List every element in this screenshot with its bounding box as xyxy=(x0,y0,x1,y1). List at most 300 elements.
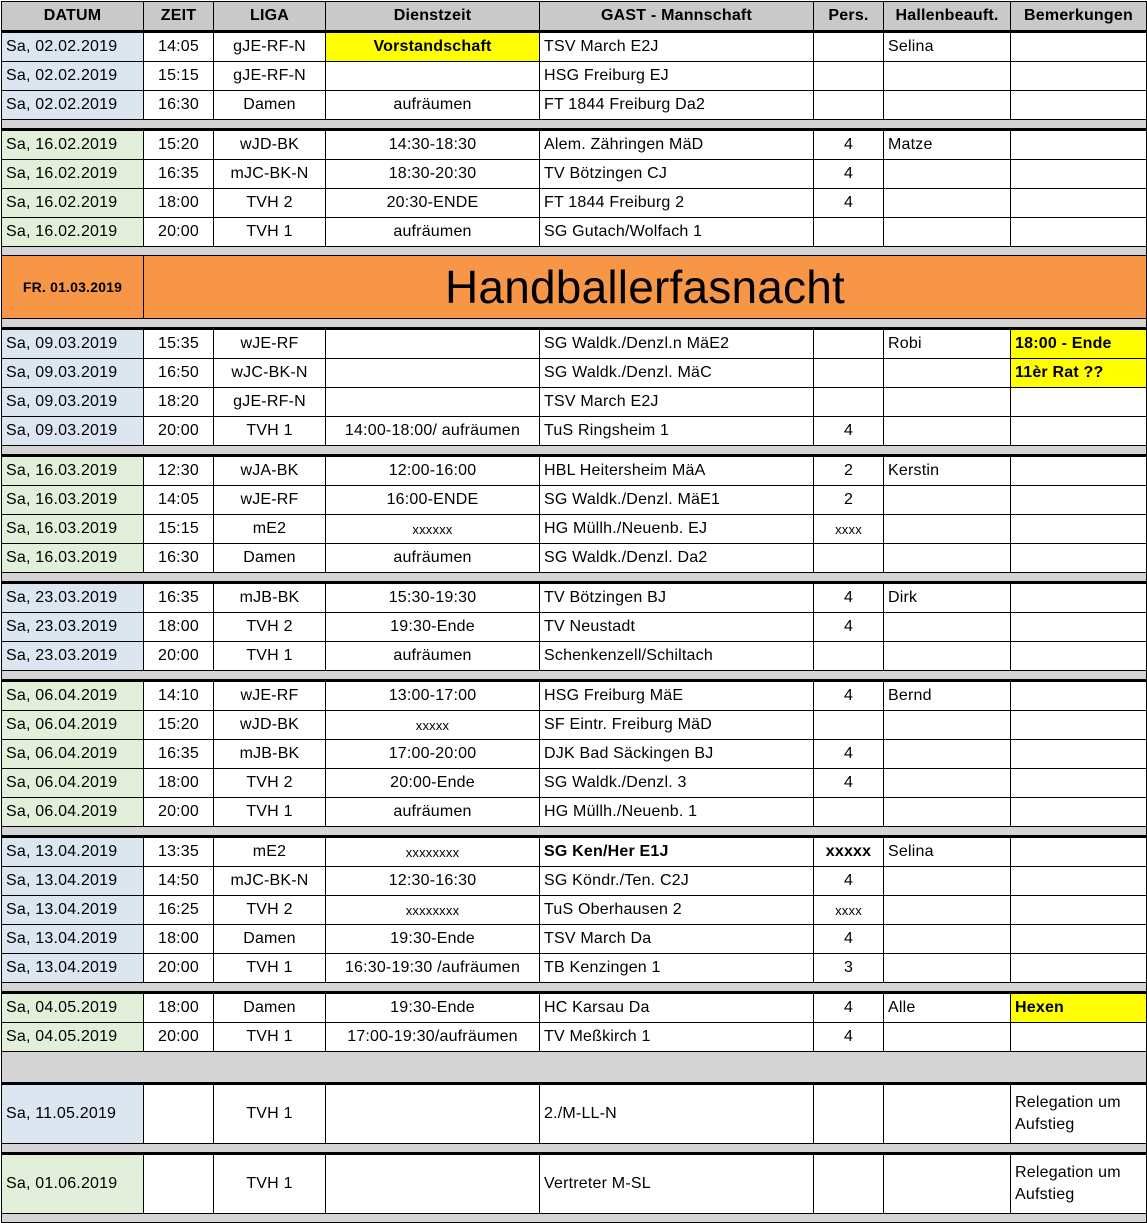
league-cell: mE2 xyxy=(214,515,326,544)
remarks-cell xyxy=(1011,91,1147,120)
time-cell: 16:35 xyxy=(144,740,214,769)
date-cell: Sa, 02.02.2019 xyxy=(2,91,144,120)
guest-team-cell: HSG Freiburg EJ xyxy=(540,62,814,91)
time-cell: 18:00 xyxy=(144,993,214,1023)
duty-cell: 19:30-Ende xyxy=(326,993,540,1023)
remarks-cell xyxy=(1011,837,1147,867)
league-cell: TVH 1 xyxy=(214,417,326,446)
time-cell: 12:30 xyxy=(144,456,214,486)
persons-cell: 4 xyxy=(814,160,884,189)
hall-manager-cell xyxy=(884,613,1011,642)
time-cell: 14:10 xyxy=(144,681,214,711)
duty-cell: 19:30-Ende xyxy=(326,925,540,954)
table-row xyxy=(2,91,1147,120)
date-cell: Sa, 13.04.2019 xyxy=(2,925,144,954)
hall-manager-cell xyxy=(884,798,1011,827)
separator-cell xyxy=(2,671,1147,681)
duty-cell xyxy=(326,388,540,417)
league-cell: TVH 1 xyxy=(214,1154,326,1214)
date-cell: Sa, 16.03.2019 xyxy=(2,456,144,486)
hall-manager-cell: Bernd xyxy=(884,681,1011,711)
table-row xyxy=(2,32,1147,62)
duty-cell: 16:00-ENDE xyxy=(326,486,540,515)
date-cell: Sa, 06.04.2019 xyxy=(2,798,144,827)
remarks-cell xyxy=(1011,925,1147,954)
separator-cell xyxy=(2,247,1147,256)
hall-manager-cell xyxy=(884,62,1011,91)
table-row xyxy=(2,583,1147,613)
date-cell: Sa, 06.04.2019 xyxy=(2,740,144,769)
remarks-cell xyxy=(1011,32,1147,62)
duty-cell: aufräumen xyxy=(326,218,540,247)
league-cell: TVH 1 xyxy=(214,218,326,247)
time-cell: 15:20 xyxy=(144,711,214,740)
persons-cell: 2 xyxy=(814,456,884,486)
hall-manager-cell xyxy=(884,189,1011,218)
group-separator xyxy=(2,1144,1147,1154)
hall-manager-cell xyxy=(884,642,1011,671)
league-cell: mJB-BK xyxy=(214,583,326,613)
table-row xyxy=(2,417,1147,446)
time-cell: 16:30 xyxy=(144,544,214,573)
time-cell: 20:00 xyxy=(144,1023,214,1052)
table-row xyxy=(2,486,1147,515)
persons-cell: 4 xyxy=(814,417,884,446)
group-separator xyxy=(2,983,1147,993)
hall-manager-cell: Dirk xyxy=(884,583,1011,613)
separator-cell xyxy=(2,319,1147,329)
guest-team-cell: TV Meßkirch 1 xyxy=(540,1023,814,1052)
date-cell: Sa, 06.04.2019 xyxy=(2,769,144,798)
persons-cell xyxy=(814,62,884,91)
remarks-cell xyxy=(1011,417,1147,446)
time-cell: 15:15 xyxy=(144,62,214,91)
guest-team-cell: TB Kenzingen 1 xyxy=(540,954,814,983)
date-cell: Sa, 09.03.2019 xyxy=(2,359,144,388)
persons-cell xyxy=(814,388,884,417)
time-cell: 18:00 xyxy=(144,613,214,642)
time-cell: 16:50 xyxy=(144,359,214,388)
persons-cell xyxy=(814,91,884,120)
group-separator xyxy=(2,319,1147,329)
guest-team-cell: SG Gutach/Wolfach 1 xyxy=(540,218,814,247)
remarks-cell xyxy=(1011,1023,1147,1052)
table-row xyxy=(2,515,1147,544)
time-cell: 14:05 xyxy=(144,32,214,62)
duty-cell: aufräumen xyxy=(326,544,540,573)
table-row xyxy=(2,130,1147,160)
duty-cell: 12:00-16:00 xyxy=(326,456,540,486)
date-cell: Sa, 23.03.2019 xyxy=(2,583,144,613)
league-cell: TVH 1 xyxy=(214,1023,326,1052)
guest-team-cell: TV Neustadt xyxy=(540,613,814,642)
date-cell: Sa, 06.04.2019 xyxy=(2,681,144,711)
guest-team-cell: TSV March E2J xyxy=(540,32,814,62)
remarks-cell: 11èr Rat ?? xyxy=(1011,359,1147,388)
duty-cell: 20:00-Ende xyxy=(326,769,540,798)
hall-manager-cell xyxy=(884,359,1011,388)
guest-team-cell: TSV March E2J xyxy=(540,388,814,417)
persons-cell xyxy=(814,642,884,671)
hall-manager-cell xyxy=(884,711,1011,740)
header-bemerkungen: Bemerkungen xyxy=(1011,2,1147,32)
persons-cell xyxy=(814,218,884,247)
table-row xyxy=(2,1084,1147,1144)
header-row xyxy=(2,2,1147,32)
table-row xyxy=(2,740,1147,769)
table-row xyxy=(2,837,1147,867)
schedule-body xyxy=(2,32,1147,1223)
guest-team-cell: SG Waldk./Denzl. MäC xyxy=(540,359,814,388)
remarks-cell xyxy=(1011,642,1147,671)
time-cell: 20:00 xyxy=(144,642,214,671)
persons-cell: 4 xyxy=(814,925,884,954)
table-row xyxy=(2,1154,1147,1214)
remarks-cell xyxy=(1011,583,1147,613)
duty-cell: xxxxx xyxy=(326,711,540,740)
remarks-cell xyxy=(1011,867,1147,896)
hall-manager-cell: Robi xyxy=(884,329,1011,359)
time-cell: 16:35 xyxy=(144,583,214,613)
table-row xyxy=(2,993,1147,1023)
remarks-cell: Relegation um Aufstieg xyxy=(1011,1084,1147,1144)
table-row xyxy=(2,1023,1147,1052)
time-cell: 16:30 xyxy=(144,91,214,120)
hall-manager-cell xyxy=(884,896,1011,925)
league-cell: gJE-RF-N xyxy=(214,32,326,62)
time-cell: 20:00 xyxy=(144,417,214,446)
league-cell: wJC-BK-N xyxy=(214,359,326,388)
persons-cell xyxy=(814,544,884,573)
separator-cell xyxy=(2,573,1147,583)
table-row xyxy=(2,925,1147,954)
hall-manager-cell xyxy=(884,388,1011,417)
duty-cell: 13:00-17:00 xyxy=(326,681,540,711)
remarks-cell xyxy=(1011,160,1147,189)
date-cell: Sa, 13.04.2019 xyxy=(2,896,144,925)
remarks-cell: 18:00 - Ende xyxy=(1011,329,1147,359)
time-cell: 16:35 xyxy=(144,160,214,189)
guest-team-cell: TuS Oberhausen 2 xyxy=(540,896,814,925)
guest-team-cell: HG Müllh./Neuenb. 1 xyxy=(540,798,814,827)
duty-cell: 20:30-ENDE xyxy=(326,189,540,218)
persons-cell: 3 xyxy=(814,954,884,983)
remarks-cell xyxy=(1011,740,1147,769)
time-cell: 20:00 xyxy=(144,954,214,983)
guest-team-cell: HSG Freiburg MäE xyxy=(540,681,814,711)
persons-cell xyxy=(814,711,884,740)
guest-team-cell: HC Karsau Da xyxy=(540,993,814,1023)
table-row xyxy=(2,613,1147,642)
separator-cell xyxy=(2,1214,1147,1223)
group-separator xyxy=(2,120,1147,130)
table-row xyxy=(2,769,1147,798)
remarks-cell xyxy=(1011,515,1147,544)
league-cell: TVH 2 xyxy=(214,613,326,642)
time-cell: 16:25 xyxy=(144,896,214,925)
guest-team-cell: HBL Heitersheim MäA xyxy=(540,456,814,486)
table-row xyxy=(2,954,1147,983)
persons-cell: 4 xyxy=(814,189,884,218)
persons-cell: 4 xyxy=(814,993,884,1023)
separator-cell xyxy=(2,446,1147,456)
header-zeit: ZEIT xyxy=(144,2,214,32)
hall-manager-cell xyxy=(884,160,1011,189)
date-cell: Sa, 16.02.2019 xyxy=(2,130,144,160)
guest-team-cell: SF Eintr. Freiburg MäD xyxy=(540,711,814,740)
duty-cell: aufräumen xyxy=(326,642,540,671)
hall-manager-cell xyxy=(884,218,1011,247)
event-row xyxy=(2,256,1147,319)
date-cell: Sa, 16.03.2019 xyxy=(2,544,144,573)
hall-manager-cell: Selina xyxy=(884,32,1011,62)
remarks-cell xyxy=(1011,388,1147,417)
guest-team-cell: TuS Ringsheim 1 xyxy=(540,417,814,446)
group-separator xyxy=(2,247,1147,256)
league-cell: mE2 xyxy=(214,837,326,867)
time-cell: 14:50 xyxy=(144,867,214,896)
guest-team-cell: TV Bötzingen BJ xyxy=(540,583,814,613)
duty-cell: xxxxxxxx xyxy=(326,837,540,867)
hall-manager-cell xyxy=(884,417,1011,446)
group-separator xyxy=(2,573,1147,583)
separator-cell xyxy=(2,1144,1147,1154)
duty-cell xyxy=(326,359,540,388)
persons-cell: 4 xyxy=(814,867,884,896)
date-cell: Sa, 13.04.2019 xyxy=(2,867,144,896)
league-cell: wJA-BK xyxy=(214,456,326,486)
hall-manager-cell xyxy=(884,954,1011,983)
league-cell: TVH 1 xyxy=(214,1084,326,1144)
hall-manager-cell xyxy=(884,769,1011,798)
remarks-cell: Relegation um Aufstieg xyxy=(1011,1154,1147,1214)
duty-cell: 12:30-16:30 xyxy=(326,867,540,896)
duty-cell: 18:30-20:30 xyxy=(326,160,540,189)
league-cell: mJB-BK xyxy=(214,740,326,769)
remarks-cell xyxy=(1011,218,1147,247)
duty-cell: aufräumen xyxy=(326,798,540,827)
duty-cell: 17:00-20:00 xyxy=(326,740,540,769)
table-row xyxy=(2,544,1147,573)
separator-cell xyxy=(2,827,1147,837)
remarks-cell xyxy=(1011,456,1147,486)
date-cell: Sa, 09.03.2019 xyxy=(2,417,144,446)
duty-cell: 14:00-18:00/ aufräumen xyxy=(326,417,540,446)
league-cell: TVH 1 xyxy=(214,642,326,671)
separator-cell xyxy=(2,1052,1147,1084)
remarks-cell xyxy=(1011,769,1147,798)
date-cell: Sa, 13.04.2019 xyxy=(2,837,144,867)
duty-cell: 16:30-19:30 /aufräumen xyxy=(326,954,540,983)
separator-cell xyxy=(2,983,1147,993)
date-cell: Sa, 09.03.2019 xyxy=(2,329,144,359)
persons-cell xyxy=(814,329,884,359)
league-cell: wJE-RF xyxy=(214,329,326,359)
duty-cell: xxxxxxxx xyxy=(326,896,540,925)
date-cell: Sa, 01.06.2019 xyxy=(2,1154,144,1214)
remarks-cell xyxy=(1011,681,1147,711)
duty-cell xyxy=(326,1084,540,1144)
separator-cell xyxy=(2,120,1147,130)
duty-cell: Vorstandschaft xyxy=(326,32,540,62)
group-separator xyxy=(2,1214,1147,1223)
hall-manager-cell xyxy=(884,867,1011,896)
header-pers: Pers. xyxy=(814,2,884,32)
group-separator xyxy=(2,446,1147,456)
league-cell: mJC-BK-N xyxy=(214,867,326,896)
hall-manager-cell: Matze xyxy=(884,130,1011,160)
time-cell: 18:20 xyxy=(144,388,214,417)
time-cell: 18:00 xyxy=(144,189,214,218)
date-cell: Sa, 16.02.2019 xyxy=(2,160,144,189)
date-cell: Sa, 02.02.2019 xyxy=(2,62,144,91)
date-cell: Sa, 16.02.2019 xyxy=(2,218,144,247)
guest-team-cell: TV Bötzingen CJ xyxy=(540,160,814,189)
guest-team-cell: SG Waldk./Denzl. Da2 xyxy=(540,544,814,573)
duty-cell: xxxxxx xyxy=(326,515,540,544)
guest-team-cell: DJK Bad Säckingen BJ xyxy=(540,740,814,769)
date-cell: Sa, 09.03.2019 xyxy=(2,388,144,417)
table-row xyxy=(2,62,1147,91)
date-cell: Sa, 11.05.2019 xyxy=(2,1084,144,1144)
time-cell xyxy=(144,1154,214,1214)
hall-manager-cell: Kerstin xyxy=(884,456,1011,486)
time-cell xyxy=(144,1084,214,1144)
header-datum: DATUM xyxy=(2,2,144,32)
hall-manager-cell xyxy=(884,515,1011,544)
time-cell: 13:35 xyxy=(144,837,214,867)
persons-cell xyxy=(814,1154,884,1214)
table-row xyxy=(2,456,1147,486)
header-liga: LIGA xyxy=(214,2,326,32)
date-cell: Sa, 02.02.2019 xyxy=(2,32,144,62)
duty-cell: 17:00-19:30/aufräumen xyxy=(326,1023,540,1052)
date-cell: Sa, 04.05.2019 xyxy=(2,1023,144,1052)
time-cell: 20:00 xyxy=(144,798,214,827)
date-cell: Sa, 06.04.2019 xyxy=(2,711,144,740)
date-cell: Sa, 13.04.2019 xyxy=(2,954,144,983)
duty-cell: 19:30-Ende xyxy=(326,613,540,642)
group-separator xyxy=(2,1052,1147,1084)
persons-cell: 4 xyxy=(814,1023,884,1052)
guest-team-cell: FT 1844 Freiburg 2 xyxy=(540,189,814,218)
event-date: FR. 01.03.2019 xyxy=(2,256,144,319)
league-cell: TVH 1 xyxy=(214,954,326,983)
persons-cell xyxy=(814,359,884,388)
remarks-cell xyxy=(1011,189,1147,218)
persons-cell: xxxx xyxy=(814,896,884,925)
date-cell: Sa, 23.03.2019 xyxy=(2,613,144,642)
league-cell: gJE-RF-N xyxy=(214,62,326,91)
time-cell: 20:00 xyxy=(144,218,214,247)
persons-cell: 4 xyxy=(814,681,884,711)
date-cell: Sa, 04.05.2019 xyxy=(2,993,144,1023)
persons-cell: 4 xyxy=(814,740,884,769)
persons-cell: xxxx xyxy=(814,515,884,544)
hall-manager-cell xyxy=(884,91,1011,120)
league-cell: TVH 2 xyxy=(214,769,326,798)
hall-manager-cell xyxy=(884,925,1011,954)
persons-cell xyxy=(814,1084,884,1144)
time-cell: 15:20 xyxy=(144,130,214,160)
league-cell: wJE-RF xyxy=(214,681,326,711)
league-cell: Damen xyxy=(214,91,326,120)
hall-manager-cell xyxy=(884,1023,1011,1052)
duty-cell xyxy=(326,329,540,359)
header-hallenbeauftragter: Hallenbeauft. xyxy=(884,2,1011,32)
guest-team-cell: Schenkenzell/Schiltach xyxy=(540,642,814,671)
table-row xyxy=(2,160,1147,189)
table-row xyxy=(2,896,1147,925)
header-dienstzeit: Dienstzeit xyxy=(326,2,540,32)
persons-cell: 2 xyxy=(814,486,884,515)
remarks-cell: Hexen xyxy=(1011,993,1147,1023)
persons-cell: 4 xyxy=(814,769,884,798)
duty-cell: 14:30-18:30 xyxy=(326,130,540,160)
table-row xyxy=(2,329,1147,359)
group-separator xyxy=(2,671,1147,681)
league-cell: TVH 2 xyxy=(214,896,326,925)
league-cell: Damen xyxy=(214,993,326,1023)
event-title: Handballerfasnacht xyxy=(144,256,1147,319)
hall-manager-cell: Alle xyxy=(884,993,1011,1023)
league-cell: TVH 1 xyxy=(214,798,326,827)
persons-cell: 4 xyxy=(814,613,884,642)
duty-cell: 15:30-19:30 xyxy=(326,583,540,613)
remarks-cell xyxy=(1011,544,1147,573)
remarks-cell xyxy=(1011,62,1147,91)
table-row xyxy=(2,711,1147,740)
persons-cell xyxy=(814,798,884,827)
guest-team-cell: Alem. Zähringen MäD xyxy=(540,130,814,160)
table-row xyxy=(2,388,1147,417)
persons-cell: 4 xyxy=(814,583,884,613)
table-row xyxy=(2,642,1147,671)
persons-cell: xxxxx xyxy=(814,837,884,867)
time-cell: 18:00 xyxy=(144,925,214,954)
league-cell: wJE-RF xyxy=(214,486,326,515)
table-row xyxy=(2,359,1147,388)
hall-manager-cell: Selina xyxy=(884,837,1011,867)
table-row xyxy=(2,218,1147,247)
guest-team-cell: SG Waldk./Denzl.n MäE2 xyxy=(540,329,814,359)
time-cell: 18:00 xyxy=(144,769,214,798)
league-cell: TVH 2 xyxy=(214,189,326,218)
table-row xyxy=(2,681,1147,711)
date-cell: Sa, 16.03.2019 xyxy=(2,486,144,515)
time-cell: 15:35 xyxy=(144,329,214,359)
persons-cell xyxy=(814,32,884,62)
remarks-cell xyxy=(1011,896,1147,925)
group-separator xyxy=(2,827,1147,837)
remarks-cell xyxy=(1011,798,1147,827)
remarks-cell xyxy=(1011,613,1147,642)
time-cell: 15:15 xyxy=(144,515,214,544)
guest-team-cell: SG Köndr./Ten. C2J xyxy=(540,867,814,896)
guest-team-cell: HG Müllh./Neuenb. EJ xyxy=(540,515,814,544)
remarks-cell xyxy=(1011,711,1147,740)
hall-manager-cell xyxy=(884,486,1011,515)
guest-team-cell: SG Waldk./Denzl. MäE1 xyxy=(540,486,814,515)
duty-cell: aufräumen xyxy=(326,91,540,120)
table-row xyxy=(2,798,1147,827)
guest-team-cell: FT 1844 Freiburg Da2 xyxy=(540,91,814,120)
guest-team-cell: SG Waldk./Denzl. 3 xyxy=(540,769,814,798)
duty-cell xyxy=(326,62,540,91)
remarks-cell xyxy=(1011,130,1147,160)
league-cell: mJC-BK-N xyxy=(214,160,326,189)
time-cell: 14:05 xyxy=(144,486,214,515)
